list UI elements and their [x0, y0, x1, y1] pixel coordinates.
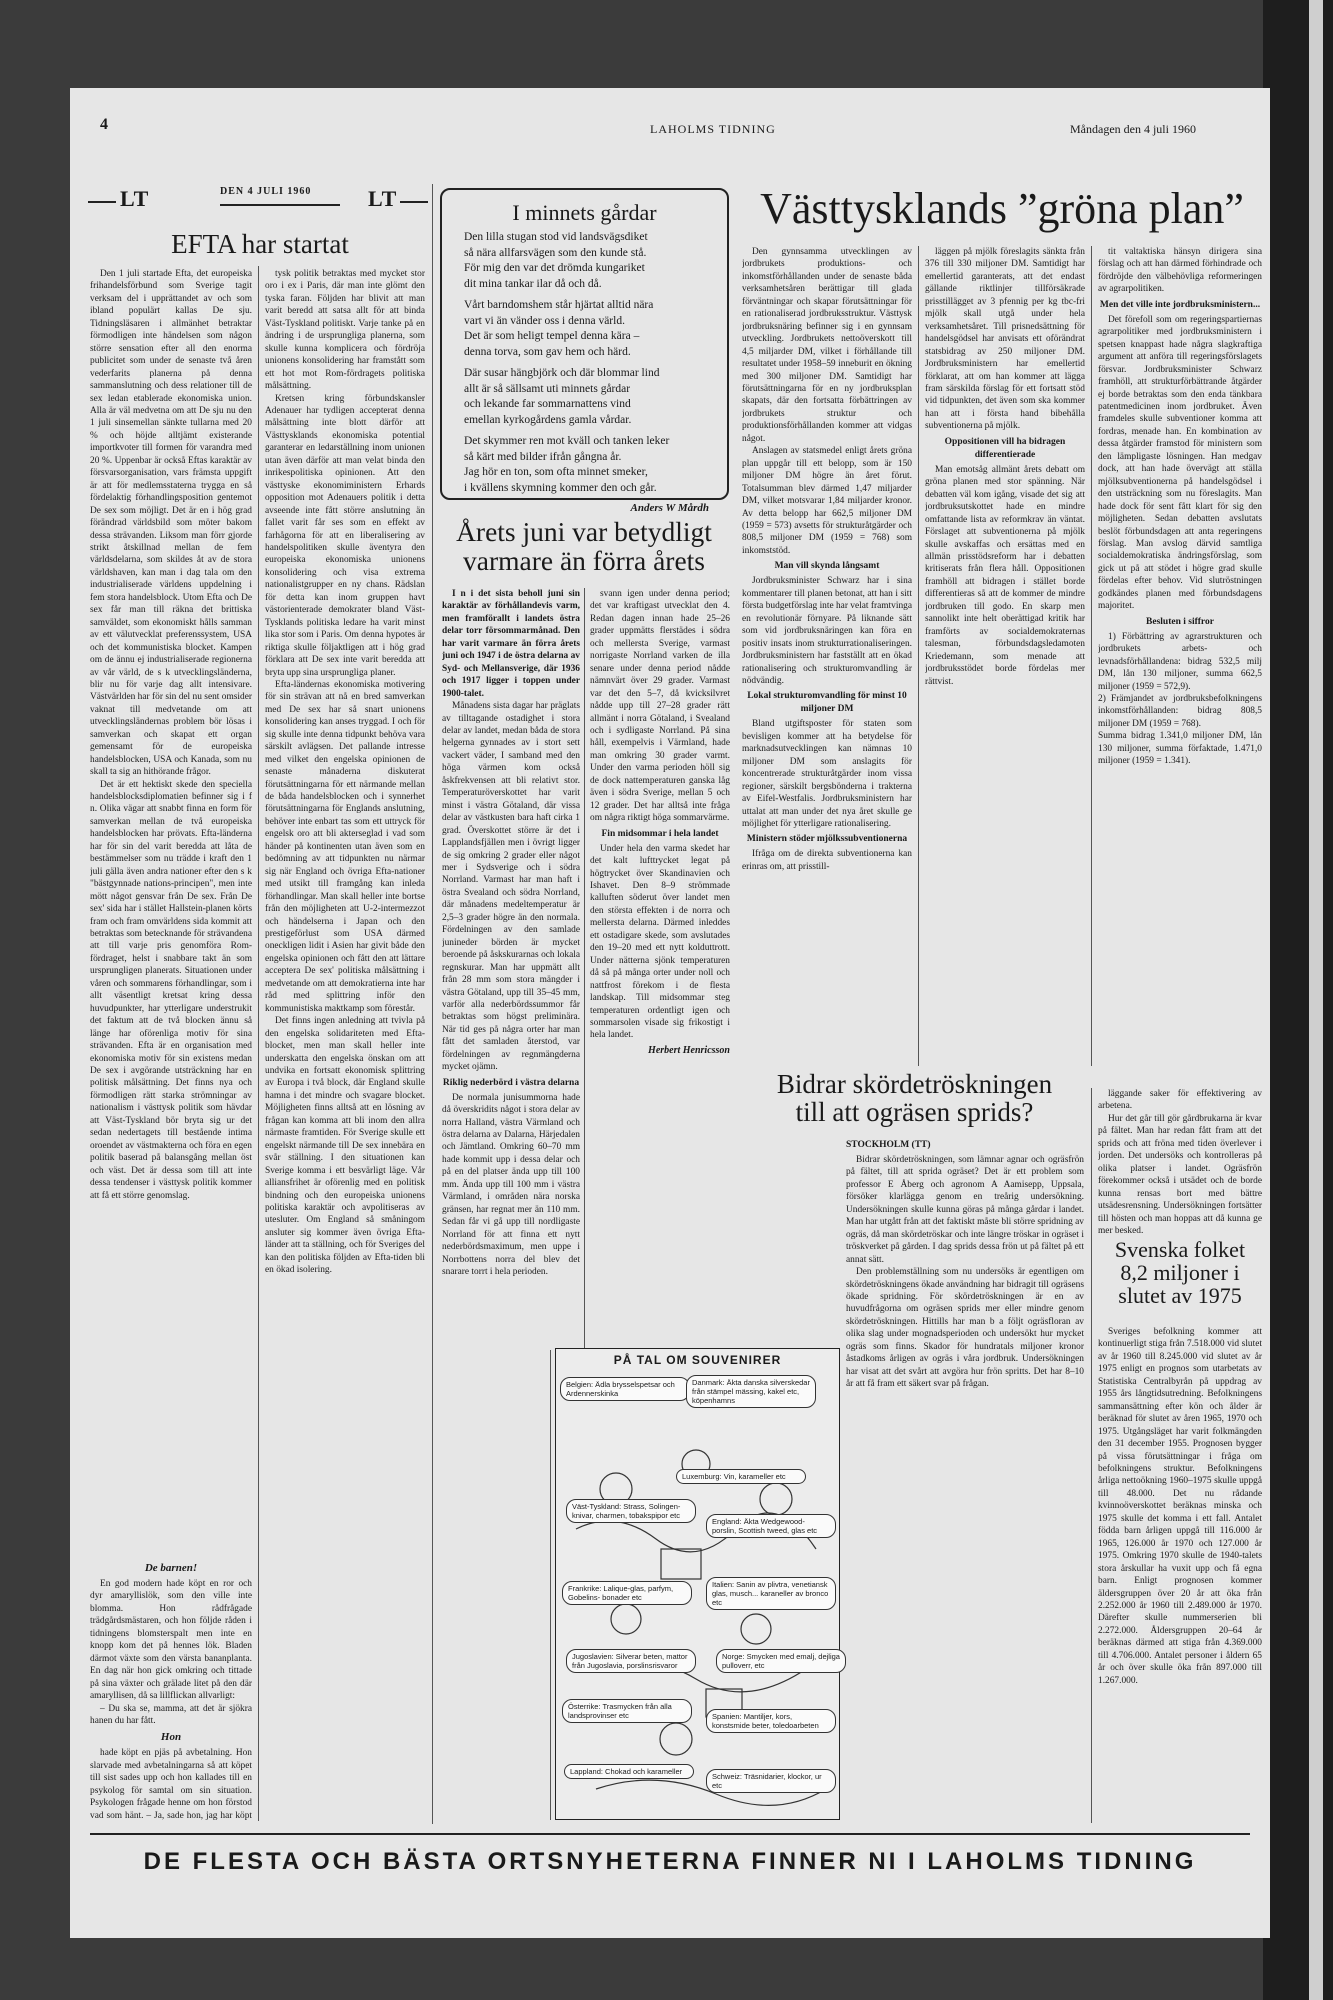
column-rule [1091, 1088, 1092, 1823]
subhead-oppositionen: Oppositionen vill ha bidragen differentierade [944, 436, 1066, 460]
column-rule [432, 184, 433, 1824]
june-intro: I n i det sista beholl juni sin karaktär av förhållandevis varm, men framförallt i landets östra delar torr försommarmånad. Den har varit varmare än förra årets juni och 1947 i de östra delarna av Syd- och Mellansverige, där 1936 och 1917 ligger i toppen under 1900-talet. [442, 589, 580, 699]
efta-column-1-lower [90, 1558, 252, 1823]
paper-name: LAHOLMS TIDNING [650, 122, 776, 136]
vast-column-3 [1098, 246, 1262, 1066]
subhead-barnen: De barnen! [144, 1562, 198, 1574]
cartoon-caption: Schweiz: Träsnidarier, klockor, ur etc [706, 1769, 836, 1793]
cartoon-caption: Jugoslavien: Silverar beten, mattor från Jugoslavia, porslinsrisvaror [566, 1649, 696, 1673]
poem-lines [442, 230, 727, 496]
folket-headline [1098, 1238, 1262, 1307]
poem-line: Det skymmer ren mot kväll och tanken leker [464, 435, 670, 447]
vast-column-1 [742, 246, 912, 1066]
subhead-ville-inte: Men det ville inte jordbruksministern... [1099, 299, 1261, 310]
subhead-ministern: Ministern stöder mjölkssubventionerna [746, 834, 908, 845]
skord-headline [742, 1070, 1087, 1127]
vast-text-e: Ifråga om de direkta subventionerna kan erinras om, att prisstill- [742, 849, 912, 872]
cartoon-caption: Norge: Smycken med emalj, dejliga pulloverr, etc [716, 1649, 846, 1673]
cartoon-caption: Luxemburg: Vin, karameller etc [676, 1469, 806, 1484]
vast-text-2: läggen på mjölk föreslagits sänkta från 376 till 330 miljoner DM. Samtidigt har emellertid garanterats, att det endast gällande riktlinjer tillförsäkrade prisstillägget av 3 pfennig per kg tbc-fri mjölk skall utgå under hela verksamhetsåret. Till prisnedsättning för handelsgödsel har anvisats ett oförändrat statsbidrag av 250 miljoner DM. Jordbruksministern har emellertid förklarat, att om han kommer att lägga fram särskilda förslag för ett fortsatt stöd vid tidpunkten, det även som ska kommer han att i första hand bibehålla subventionerna på mjölk. [925, 247, 1085, 432]
poem-author: Anders W Mårdh [630, 502, 709, 514]
vast-text-c: Jordbruksminister Schwarz har i sina kommentarer till planen betonat, att han i sitt första budgetförslag inte har velat framtvinga en revolutionär förnyare. På liknande sätt som vid jordbruksnäringen kan föra en positiv insats inom strukturrationaliseringen. Jordbruksministern har fastställt att en ökad rationalisering och strukturomvandling är nödvändig. [742, 576, 912, 686]
poem-box [440, 188, 729, 514]
scan-edge-strip [1309, 0, 1323, 2000]
column-rule [1091, 246, 1092, 1066]
efta-headline: EFTA har startat [171, 229, 349, 259]
folket-headline-line-3: slutet av 1975 [1118, 1283, 1242, 1309]
barnen-text: En god modern hade köpt en ror och dyr amaryllislök, som den ville inte blomma. Hon rådfrågade trädgårdsmästaren, och hon följde råden i tidningens blomsterspalt men inte en knopp kom det på hennes lök. Bladen därmot växte som den värsta bananplanta. En dag när hon gick omkring och tittade på sina växter och grälade litet på den där amaryllisen, då sa lillflickan allvarligt: [90, 1579, 252, 1702]
vast-text-3b: Det förefoll som om regeringspartiernas agrarpolitiker med jordbruksministern i spetsen knappast hade några slagkraftiga argument att anföra till regeringsförslagets försvar. Jordbruksminister Schwarz framhöll, att strukturförbättrande åtgärder ej borde betraktas som den enda tänkbara patentmedicinen inom jordbruket. Även framdeles skulle subventioner komma att fordras, menade han. En kombination av dessa åtgärder framstod för ministern som den lämpligaste lösningen. Han medgav dock, att han hade övervägt att ställa mjölksubventionerna på handelsgödsel i den utsträckning som nu föreslagits. Man hade dock för sent fått klart för sig den möjligheten. Sedan debatten avslutats beslöt förbundsdagen att anta regeringens förslag. Man avslog därvid samtliga socialdemokratiska ändringsförslag, som gick ut på att stödet i högre grad skulle fördelas efter behov. Vid slutröstningen godkändes planen med förbundsdagens majoritet. [1098, 314, 1262, 612]
poem-line: Jag hör en ton, som ofta minnet smeker, [464, 466, 648, 478]
lt-rule-mid [220, 204, 340, 206]
vast-text-b: Anslagen av statsmedel enligt årets gröna plan uppgår till ett belopp, som är 150 miljoner DM högre än året förut. Totalsumman blev därmed 1,47 miljarder DM, vilket motsvarar 1,84 miljarder kronor. Av detta belopp har 662,5 miljoner DM (1959 = 573) avsetts för strukturåtgärder och 808,5 miljoner DM (1959 = 768) som inkomststöd. [742, 446, 912, 556]
footer-banner: DE FLESTA OCH BÄSTA ORTSNYHETERNA FINNER NI I LAHOLMS TIDNING [143, 1848, 1197, 1875]
barnen-text-2: – Du ska se, mamma, att det är sjökra hanen du har fått. [90, 1703, 252, 1726]
vast-text-2b: Man emotsåg allmänt årets debatt om gröna planen med stor spänning. När debatten väl kom igång, visade det sig att jordbruksutskottet hade en mindre omfattande lista av reformkrav än väntat. Förslaget att subventionerna på mjölk skulle avskaffas och ersättas med en allmän prisstödsreform har i debatten kritiserats från flera håll. Oppositionen framhöll att bidragen i stället borde differentieras så att de kommer de mindre jordbruken till godo. En skarp men sannolikt inte helt oberättigad kritik har framförts av socialdemokraternas talesman, förbundsdagsledamoten Kriedemann, som menade att jordbruksstödet borde fördelas mer rättvist. [925, 464, 1085, 687]
efta-paragraph: Det finns ingen anledning att tvivla på den engelska solidariteten med Efta-blocket, men man skall heller inte underskatta den engelska önskan om att undvika en fortsatt ekonomisk splittring av Europa i två block, där England skulle hamna i det mindre och svagare blocket. Möjligheten finns alltså att en lösning av frågan kan komma att bli inom den allra närmaste framtiden. För Sverige skulle ett engelskt närmande till De sex innebära en svår ställning. I den situationen kan Sverige komma i ett besvärligt läge. Vår alliansfrihet är oförenlig med en politisk bindning och den europeiska unionens politiska karaktär och avpolitiseras av utesluter. Om England så småningom ansluter sig kommer även övriga Efta-länder att ta ställning, och för Sveriges del kan den politiska följden av Efta-tiden bli en ökad isolering. [265, 1016, 425, 1276]
souvenir-cartoon [555, 1348, 840, 1820]
cartoon-caption: England: Äkta Wedgewood- porslin, Scottish tweed, glas etc [706, 1514, 836, 1538]
june-text: Månadens sista dagar har präglats av tilltagande ostadighet i stora delar av landet, medan båda de stora helgerna gynnades av i stort sett vackert väder, I samband med den höga värmen kom också åskfrekvensen att bli relativt stor. Temperaturöverskottet har varit minst i västra Götaland, där vissa delar av västkusten bara haft cirka 1 grad. Överskottet större är det i Lapplandsfjällen men i övrigt ligger de sig omkring 2 grader eller något mer i Sydsverige och i södra Norrland. Varmast har man haft i östra Svealand och södra Norrland, där månadens medeltemperatur är 2,5–3 grader högre än den normala. Fördelningen av den samlade junineder börden är mycket beroende på åskskurarnas och lokala regnskurar. Man har uppmätt allt från 28 mm som stora mängder i västra Götaland, upp till 35–45 mm, varför alla nederbördssummor får betraktas som högst preliminära. När tid ges på några orter har man fått det samladen återstod, var fördelningen av regnmängderna mycket ojämn. [442, 701, 580, 1073]
subhead-hon: Hon [160, 1731, 182, 1744]
vast-column-2 [925, 246, 1085, 1066]
june-text-b: De normala junisummorna hade då överskridits något i stora delar av norra Halland, västra Värmland och östra delarna av Dalarna, Härjedalen och Jämtland. Omkring 60–70 mm hade kommit upp i dessa delar och på en del platser ända upp till 100 mm. Ända upp till 100 mm i västra Värmland, i områden nära norska gränsen, har regnat mer än 110 mm. Sedan får vi gå upp till nordligaste Norrland för att finna ett nytt nederbördsmaximum, men uppe i Norrbottens norra del blev det snarare torrt i hela perioden. [442, 1092, 580, 1278]
june-headline [438, 518, 730, 576]
lt-logo-right: LT [368, 186, 398, 211]
poem-line: dit mina tankar ilar då och då. [464, 277, 602, 290]
subhead-midsommar: Fin midsommar i hela landet [601, 828, 719, 839]
cartoon-title: PÅ TAL OM SOUVENIRER [613, 1353, 782, 1367]
june-headline-line-1: Årets juni var betydligt [456, 516, 712, 547]
efta-paragraph: Det är ett hektiskt skede den speciella handelsblocksdiplomatien befinner sig i f n. Olika vägar att snabbt finna en form för samverkan mellan de två europeiska handelsblocken har prövats. Efta-länderna har för sin del varit beredda att låta de bestämmelser som nu trädde i kraft den 1 juli gälla även andra nationer efter den s k "bästgynnade nations-principen", men inte mött något gensvar från De sex. Från De sex' sida har i stället Hallstein-planen körts fram och fram omvärldens sida kommit att betraktas som betecknande för strävandena att till varje pris genomföra Rom-fördraget, helst i snabbare takt än som ursprungligen planerats. Situationen under våren och sommarens förhandlingar, som i allt väsentligt kretsat kring dessa huvudpunkter, har ytterligare understrukit det faktum att de två blocken ännu så länge har oförenliga motiv för sina strävanden. Efta är en organisation med ekonomiska motiv för sin existens medan De sex i avgörande utsträckning har en politisk målsättning. Det finns nya och förmodligen rätt starka strömningar av nationalism i västtysk politik som hävdar att Väst-Tyskland bör bryta sig ur det sedan nedertagets till bestående intima oroendet av västmakterna och föra en egen politik baserad på balansgång mellan öst och väst. Det är dessa som till att inte dessa tendenser i västtysk politik kommer att få ett större genomslag. [90, 779, 252, 1201]
skord-column-2 [1098, 1088, 1262, 1238]
june-column-2 [590, 588, 730, 1348]
cartoon-caption: Väst-Tyskland: Strass, Solingen- knivar, charmen, tobakspipor etc [566, 1499, 696, 1523]
skord-dateline: STOCKHOLM (TT) [846, 1140, 931, 1150]
column-rule [584, 588, 585, 1348]
column-rule [918, 246, 919, 1066]
poem-line: så nära allfarsvägen som den kunde stå. [464, 246, 647, 259]
header-date: Måndagen den 4 juli 1960 [1070, 122, 1196, 136]
skord-headline-line-2: till att ogräsen sprids? [795, 1097, 1034, 1128]
vast-text-3c: 1) Förbättring av agrarstrukturen och jordbrukets arbets- och levnadsförhållandena: bidrag 532,5 milj DM, lån 130 miljoner, summa 662,5 miljoner (1959 = 572,9). 2) Främjandet av jordbruksbefolkningens inkomstförhållanden: bidrag 808,5 miljoner DM (1959 = 768). Summa bidrag 1.341,0 miljoner DM, lån 130 miljoner, summa förfaktade, 1.471,0 miljoner (1959 = 1.341). [1098, 631, 1262, 767]
june-text-2: svann igen under denna period; det var kraftigast utvecklat den 4. Redan dagen innan hade 25–26 grader uppmätts flerstädes i södra och mellersta Sverige, varmast norrigaste Norrland varken de illa senare under denna period nådde nämnvärt över 29 grader. Varmast var det den 5–7, då kvicksilvret nådde upp till 27–28 grader rätt allmänt i norra Götaland, i Svealand och i sydligaste Norrland. På sina håll, exempelvis i Värmland, hade man omkring 30 grader varmt. Under den varma perioden höll sig de dock nattemperaturen ganska låg även i södra Sverige, mellan 5 och 12 grader. Det har alltså inte fråga om några riktigt höga sommarvärme. [590, 589, 730, 824]
folket-headline-line-1: Svenska folket [1114, 1237, 1246, 1262]
column-rule [258, 266, 259, 1821]
subhead-lokal: Lokal strukturomvandling för minst 10 miljoner DM [747, 691, 907, 715]
folket-headline-line-2: 8,2 miljoner i [1120, 1260, 1240, 1286]
poem-line: Det är som heligt tempel denna kära – [464, 330, 640, 342]
subhead-besluten: Besluten i siffror [1146, 616, 1214, 627]
hon-text: hade köpt en pjäs på avbetalning. Hon slarvade med avbetalningarna så att köpet till sist sades upp och hon kallades till en psykolog för samtal om sin situation. Psykologen frågade henne om hon förstod vad som hänt. – Ja, sade hon, jag har köpt [90, 1748, 252, 1821]
skord-text-2: läggande saker för effektivering av arbetena. [1098, 1089, 1262, 1112]
efta-column-1 [90, 268, 252, 1553]
vast-headline: Västtysklands ”gröna plan” [760, 184, 1244, 233]
cartoon-caption: Österrike: Trasmycken från alla landsprovinser etc [562, 1699, 692, 1723]
page-number: 4 [100, 116, 109, 133]
poem-line: allt är så sällsamt uti minnets gårdar [464, 382, 631, 395]
poem-line: Den lilla stugan stod vid landsvägsdiket [464, 231, 648, 243]
vast-text: Den gynnsamma utvecklingen av jordbrukets produktions- och inkomstförhållanden under de senaste båda verksamhetsåren berättigar till glada förväntningar och skapar förutsättningar för en rationaliserad jordbruksstruktur. Västtysk jordbruksnäring befinner sig i en gynnsam utveckling. Jordbrukets nettoöverskott till 4,5 miljarder DM, vilket i förhållande till resultatet under 1958–59 inneburit en ökning med 300 miljoner DM. Samtidigt har förutsättningarna för en ny jordbruksplan skapats, där den fortsatta förbättringen av jordbrukets struktur och produktionsförhållanden kommer att vidgas något. [742, 247, 912, 444]
skord-text-b: Den problemställning som nu undersöks är egentligen om skördetröskningens ökade användning har bidragit till ogräsens ökade spridning. För skördetröskningen är en av huvudfrågorna om ogräsen sprids mer eller mindre genom skördetröskningen. Hittills har man b a följt ogräsfloran av olika slag under mognadsperioden och undersökt hur mycket ogräs som finns. Skador för hundratals miljoner kronor åstadkoms årligen av ogräs i våra jordbruk. Undersökningen har visat att det svårt att avgöra hur frön spritts. Det har 8–10 år att få fram ett säkert svar på frågan. [846, 1267, 1084, 1390]
poem-line: emellan kyrkogårdens gamla vårdar. [464, 413, 632, 426]
banner-rule [90, 1833, 1250, 1835]
efta-paragraph: Efta-ländernas ekonomiska motivering för sin strävan att nå en bred samverkan med De sex har så snart unionens konsolidering kan anses tryggad. I och för sig skulle inte denna tidpunkt behöva vara särskilt avlägsen. Det pallande intresse med vilket den engelska opinionen de senaste månaderna diskuterat förutsättningarna för ett närmande mellan de båda handelsblocken och i synnerhet förutsättningarna för Englands anslutning, behöver inte enbart tas som ett uttryck för engelsk oro att bli akterseglad i vad som händer på kontinenten utan även som en bedömning av att tidpunkten nu närmar sig när England och övriga Efta-nationer med utsikt till framgång kan inleda förhandlingar. Man skall heller inte bortse från den möjligheten att U-2-intermezzot och händelserna i Japan och den prestigeförlust som USA därmed oneckligen lidit i Asien har givit både den engelska opinionen och fått den att lättare acceptera De sex' politiska målsättning i medvetande om att demokratierna inte har råd med splittring inför den kommunistiska maktkamp som förestår. [265, 679, 425, 1014]
efta-column-2 [265, 268, 425, 1823]
poem-line: För mig den var det drömda kungariket [464, 262, 645, 274]
efta-paragraph: tysk politik betraktas med mycket stor oro i ex i Paris, där man inte glömt den tyska faran. Följden har blivit att man varit beredd att satsa allt för att binda Väst-Tyskland politiskt. Varje tanke på en ändring i de ursprungliga planerna, som skulle kunna komplicera och fördröja unionens konsolidering har framstått som ett hot mot Rom-fördragets politiska målsättning. [265, 269, 425, 392]
poem-line: Där susar hängbjörk och där blommar lind [464, 367, 660, 379]
cartoon-caption: Lappland: Chokad och karameller [564, 1764, 694, 1779]
lt-rule-left [88, 201, 116, 203]
cartoon-caption: Spanien: Mantiljer, kors, konstsmide beter, toledoarbeten [706, 1709, 836, 1733]
june-text-2b: Under hela den varma skedet har det kalt lufttrycket legat på högtrycket över Skandinavien och Ishavet. Den 8–9 strömmade kalluften söderut över landet men den största effekten i de norra och mellersta delarna. Därmed inleddes ett ostadigare skede, som avslutades den 19–20 med ett nytt kolduttrott. Under nätterna sjönk temperaturen då så på många orter under noll och nattfrost förekom i de flesta landskap. Till midsommar steg temperaturen ordentligt igen och sommarsolen visade sig frikostigt i hela landet. [590, 843, 730, 1041]
june-headline-line-2: varmare än förra årets [463, 544, 705, 576]
folket-text: Sveriges befolkning kommer att kontinuerligt stiga från 7.518.000 vid slutet av år 1960 till 8.245.000 vid slutet av år 1975 enligt en prognos som utarbetats av Statistiska Centralbyrån på uppdrag av 1955 års långtidsutredning. Befolkningens sammansättning efter kön och ålder är beräknad för slutet av åren 1965, 1970 och 1975. Utgångsläget har varit folkmängden den 31 december 1955. Prognosen bygger på vissa förutsättningar i fråga om befolkningens struktur. Befolkningens årliga nettoökning 1960–1975 skulle uppgå till 48.000. Det nu rådande kvinnoöverskottet beräknas minska och 1975 skulle det komma i ett fall. Antalet födda barn årligen uppgå till 116.000 år 1965, 126.000 år 1970 och 127.000 år 1975. Omkring 1970 skulle de 1940-talets stora årskullar ha vuxit upp och få egna barn. Enligt prognosen kommer äldersgruppen över 20 år att öka från 2.252.000 år 1960 till 2.489.000 år 1970. Därefter skulle nummerserien bli 2.272.000. Åldersgruppen 20–64 år beräknas därmed att stiga från 4.369.000 till 4.706.000. Antalet personer i åldern 65 år och över skulle öka från 897.000 till 1.267.000. [1098, 1327, 1262, 1686]
june-column-1 [442, 588, 580, 1348]
poem-line: så kärt med bilder ifrån gångna år. [464, 450, 622, 463]
vast-text-d: Bland utgiftsposter för staten som bevisligen kommer att ha betydelse för marknadsutvecklingen kan nämnas 10 miljoner DM som anslagits för koncentrerade strukturåtgärder inom vissa regioner, särskilt bergsbönderna i trakterna av Eifel-Westfalis. Jordbruksministern har uttalat att man under det nya året skulle ge möjlighet för ytterligare rationalisering. [742, 719, 912, 830]
poem-title: I minnets gårdar [512, 200, 657, 225]
lt-column-date: DEN 4 JULI 1960 [220, 186, 312, 197]
subhead-langsamt: Man vill skynda långsamt [774, 561, 880, 572]
poem-line: och lekande far sommarnattens vind [464, 398, 631, 410]
cartoon-caption: Belgien: Ädla brysselspetsar och Ardennerskinka [560, 1377, 690, 1401]
efta-paragraph: Den 1 juli startade Efta, det europeiska frihandelsförbund som Sverige tagit verksam del i upprättandet av och som ibland populärt kallas De sju. Tidningsläsaren i allmänhet betraktar förmodligen inte händelsen som någon större sensation efter all den enorma publicitet som under de senaste två åren vederfarits planerna på denna sammanslutning och dess relationer till de sex ledan etablerade ekonomiska union. Alla är väl medvetna om att De sju nu den 1 juli sinsemellan sänkte tullarna med 20 % och höjde alltjämt existerande importkvoter till formen för varandra med 20 %. Uppenbar är också Eftas karaktär av försvarsorganisation, vars främsta uppgift är att för medlemsstaterna trygga en så fördelaktig förhandlingsposition gentemot De sex som möjligt. Det är en i hög grad förändrad världsbild som möter bakom dessa strävanden. Liksom man förr gjorde strikt åtskillnad mellan de fem världsdelarna, som skildes åt av de stora världshaven, kan man i dag tala om den industrialiserade världens uppdelning i fem stora handelsblock. Utom Efta och De sex får man till räkna det brittiska samväldet, som ekonomiskt hålls samman av ett välutvecklat preferenssystem, USA och det kommunistiska blocket. Kampen om de ännu ej industrialiserade regionerna av vår värld, de s k utvecklingsländerna, blir nu för varje dag allt intensivare. Västvärlden har för sin del nu sent omsider vaknat till medvetande om att utvecklingsländernas problem bör lösas i samverkan och skapat ett organ gemensamt för de europeiska handelsblocken, USA och Kanada, som nu skall ta sig an hithörande frågor. [90, 269, 252, 778]
skord-text: Bidrar skördetröskningen, som lämnar agnar och ogräsfrön på fältet, till att sprida ogräset? Det är ett problem som professor E Åberg och agronom A Aamisepp, Uppsala, försöker klarlägga genom en treårig undersökning. Undersökningen skulle kunna göras på många gårdar i landet. Man har utgått från att det faktiskt måste bli större spridning av ogräs, då man skördetröskar och inte längre tröskar in ogräset i tröskverket på gården. I dag sprids dessa frön ut på fältet på ett annat sätt. [846, 1155, 1084, 1265]
subhead-riklig: Riklig nederbörd i västra delarna [442, 1077, 580, 1088]
lt-logo-left: LT [120, 186, 150, 211]
skord-headline-line-1: Bidrar skördetröskningen [776, 1069, 1053, 1099]
skord-text-2b: Hur det går till gör gårdbrukarna är kvar på fältet. Man har redan fått fram att det sprids och att fröna med tiden överlever i jorden. Det undersöks och kontrolleras på olika platser i landet. Ogräsfrön förekommer också i utsädet och de borde kunna rensas bort med bättre utsädesrensning. Undersökningen fortsätter till hösten och man hoppas att då kunna ge mer besked. [1098, 1113, 1262, 1236]
cartoon-caption: Frankrike: Lalique-glas, parfym, Gobelins- bonader etc [562, 1581, 692, 1605]
cartoon-caption: Danmark: Äkta danska silverskedar från stämpel mässing, kakel etc, köpenhamns [686, 1375, 816, 1408]
efta-paragraph: Kretsen kring förbundskansler Adenauer har tydligen accepterat denna målsättning inte blott därför att Västtysklands ekonomiska potential garanterar en ledarställning inom unionen utan även därför att man velat binda den inrikespolitiska opinionen. Att den västtyske ekonomiministern Erhards opposition mot Adenauers politik i detta avseende inte fått större anslutning än fallet varit får ses som en effekt av farhågorna för att en liberalisering av handelspolitiken skulle äventyra den europeiska ekonomiska unionens konsolidering och visa extrema nationalistgrupper en ny chans. Rädslan för detta kan inom gruppen havt västorienterade demokrater bland Väst-Tysklands politiska ledare ha varit minst lika stor som i Paris. Om denna hypotes är riktiga skulle följaktligen att i hög grad förklara att De sex inte varit beredda att bryta upp sina ursprungliga planer. [265, 393, 425, 678]
vast-text-3: tit valtaktiska hänsyn dirigera sina förslag och att han därmed förhindrade och fördröjde den välbehövliga reformeringen av agrarpolitiken. [1098, 247, 1262, 295]
newspaper-page [70, 88, 1270, 1938]
poem-line: denna torva, som gav hem och härd. [464, 345, 631, 358]
poem-line: vart vi än vänder oss i denna värld. [464, 314, 625, 327]
june-signature: Herbert Henricsson [648, 1044, 730, 1056]
folket-column [1098, 1326, 1262, 1826]
column-rule [550, 1350, 551, 1820]
skord-column-1 [846, 1136, 1084, 1828]
cartoon-caption: Italien: Sanin av plivtra, venetiansk glas, musch... karaneller av bronco etc [706, 1577, 836, 1610]
poem-line: i kvällens skymning kommer den och går. [464, 481, 657, 494]
lt-rule-right [400, 201, 428, 203]
poem-line: Vårt barndomshem står hjärtat alltid nära [464, 299, 654, 311]
